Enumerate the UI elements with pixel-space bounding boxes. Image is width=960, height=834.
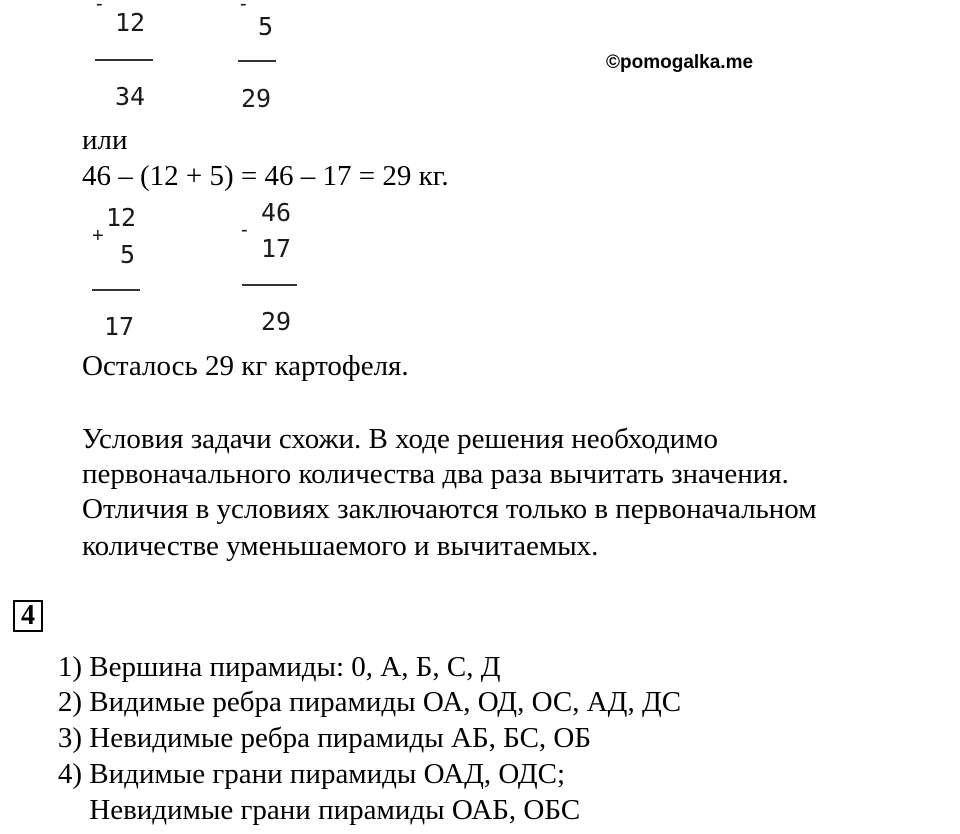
- minus-sign: -: [96, 0, 103, 15]
- calc-top-number: 12: [115, 8, 146, 37]
- paragraph-line: количестве уменьшаемого и вычитаемых.: [82, 530, 599, 562]
- list-item-text: Видимые ребра пирамиды ОА, ОД, ОС, АД, ДС: [89, 686, 682, 718]
- list-item-text: Вершина пирамиды: 0, А, Б, С, Д: [89, 651, 501, 683]
- calc-line: [238, 60, 276, 62]
- list-item-number: 3): [57, 722, 82, 754]
- calc-result: 34: [115, 82, 146, 111]
- list-item-number: 4): [57, 758, 82, 790]
- list-item: [40, 688, 681, 717]
- list-item: [40, 653, 501, 682]
- plus-sign: +: [92, 225, 104, 247]
- calc-result: 29: [241, 84, 272, 113]
- or-text: или: [82, 124, 128, 156]
- calc-result: 29: [261, 307, 292, 336]
- minus-sign: -: [241, 219, 248, 241]
- calc-line: [242, 284, 297, 286]
- paragraph-line: Условия задачи схожи. В ходе решения необходимо: [82, 423, 719, 455]
- calc-bottom-number: 17: [261, 234, 292, 263]
- list-item-number: 1): [57, 651, 82, 683]
- calc-top-number: 46: [261, 198, 292, 227]
- list-item-number: 2): [57, 686, 82, 718]
- paragraph-line: Отличия в условиях заключаются только в первоначальном: [82, 493, 817, 525]
- calc-line: [92, 289, 140, 291]
- calc-result: 17: [104, 312, 135, 341]
- calc-line: [95, 59, 153, 61]
- minus-sign: -: [240, 0, 247, 15]
- calc-top-number: 5: [258, 12, 274, 41]
- list-item: [40, 760, 565, 789]
- list-item: [40, 796, 580, 825]
- task-number-box: 4: [13, 600, 43, 632]
- list-item-text: Видимые грани пирамиды ОАД, ОДС;: [89, 758, 566, 790]
- list-item-text: Невидимые ребра пирамиды АБ, БС, ОБ: [89, 722, 592, 754]
- equation: 46 – (12 + 5) = 46 – 17 = 29 кг.: [82, 160, 449, 192]
- calc-top-number: 12: [106, 203, 137, 232]
- list-item: [40, 724, 591, 753]
- answer-text: Осталось 29 кг картофеля.: [82, 350, 409, 382]
- calc-bottom-number: 5: [120, 240, 136, 269]
- list-item-text: Невидимые грани пирамиды ОАБ, ОБС: [89, 794, 581, 826]
- paragraph-line: первоначального количества два раза вычитать значения.: [82, 458, 789, 490]
- watermark: ©pomogalka.me: [606, 52, 754, 73]
